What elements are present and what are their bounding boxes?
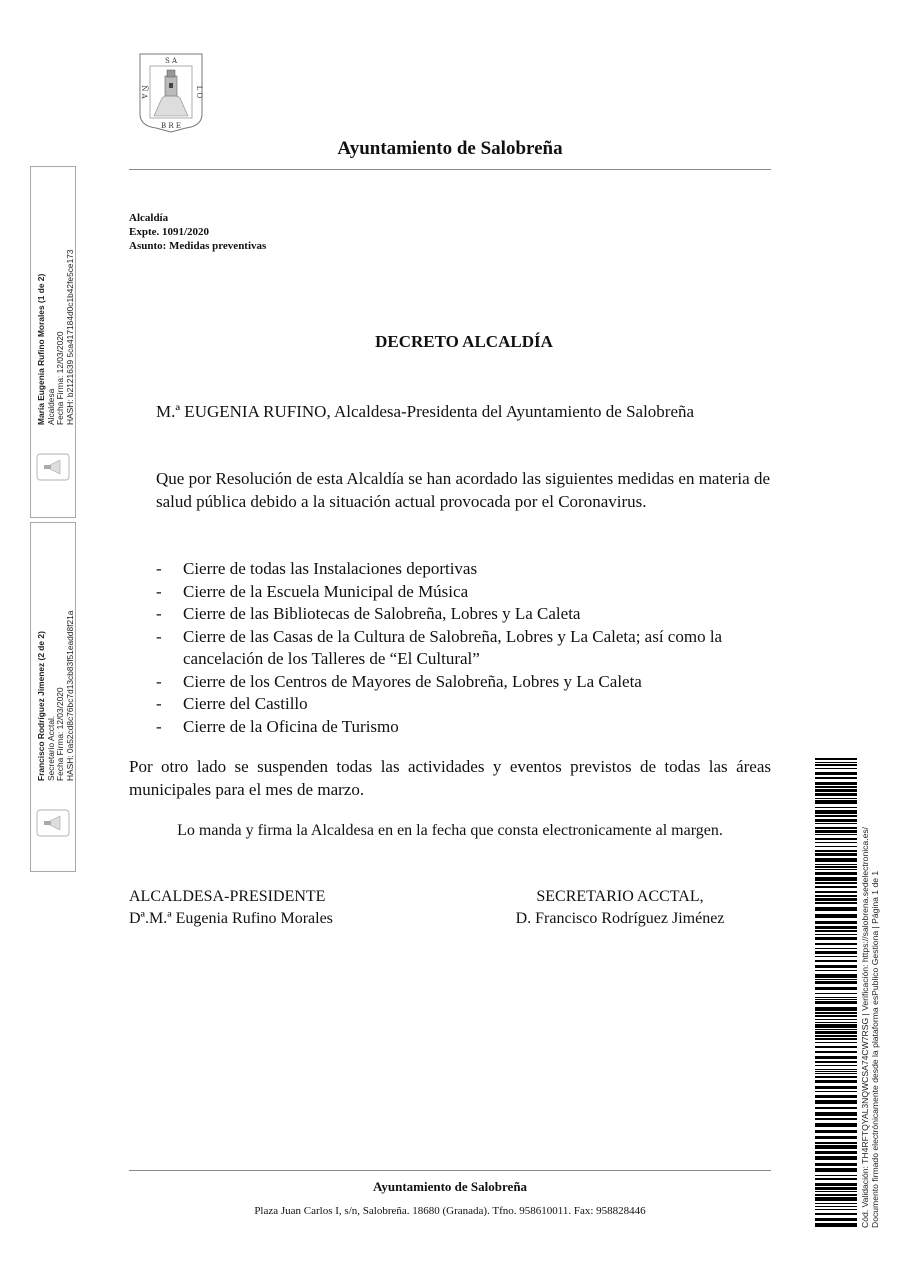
stamp-logo-icon xyxy=(36,809,70,837)
closing-statement: Lo manda y firma la Alcaldesa en en la fecha que consta electronicamente al margen. xyxy=(177,822,723,839)
footer-address: Plaza Juan Carlos I, s/n, Salobreña. 18680 (Granada). Tfno. 958610011. Fax: 958828446 xyxy=(254,1205,646,1217)
list-item: - Cierre de las Casas de la Cultura de Salobreña, Lobres y La Caleta; así como la cancelación de los Talleres de “El Cultural” xyxy=(156,626,723,668)
barcode-icon xyxy=(815,758,857,1228)
subject: Asunto: Medidas preventivas xyxy=(129,240,267,252)
signature-role: SECRETARIO ACCTAL, xyxy=(536,888,704,905)
validation-text xyxy=(860,827,880,1228)
resolution-paragraph: Que por Resolución de esta Alcaldía se han acordado las siguientes medidas en materia de salud pública debido a la situación actual provocada por el Coronavirus. xyxy=(156,469,770,511)
list-item: - Cierre de la Oficina de Turismo xyxy=(156,716,399,736)
signature-mayor xyxy=(129,886,333,930)
document-title: DECRETO ALCALDÍA xyxy=(375,332,553,351)
stamp-text: Francisco Rodríguez Jimenez (2 de 2) Secretario Acctal. Fecha Firma: 12/03/2020 HASH: 0a52cd8c76bc7d13cb83f51eadd8f21a xyxy=(36,610,75,781)
svg-text:Ñ A: Ñ A xyxy=(140,85,148,99)
list-item: - Cierre de los Centros de Mayores de Salobreña, Lobres y La Caleta xyxy=(156,671,642,691)
svg-text:L O: L O xyxy=(195,85,203,99)
signature-stamp-1 xyxy=(30,166,76,518)
measures-list xyxy=(156,558,770,738)
platform-note: Documento firmado electrónicamente desde la plataforma esPublico Gestiona | Página 1 de 1 xyxy=(870,870,880,1228)
svg-text:S A: S A xyxy=(164,57,178,65)
signature-secretary xyxy=(480,886,760,930)
header-title: Ayuntamiento de Salobreña xyxy=(337,138,563,159)
validation-code: Cód. Validación: TH4RFTQYAL3NQWCSA74CW7RSG | Verificación: https://salobrena.sedelectronica.es/ xyxy=(860,826,870,1228)
signature-name: D. Francisco Rodríguez Jiménez xyxy=(515,910,725,927)
signature-role: ALCALDESA-PRESIDENTE xyxy=(129,888,326,905)
document-meta xyxy=(129,211,266,253)
stamp-text: María Eugenia Rufino Morales (1 de 2) Alcaldesa Fecha Firma: 12/03/2020 HASH: b2121639 5ca417184d0c1b42fe5ce173 xyxy=(36,249,75,425)
coat-of-arms-logo-icon xyxy=(138,52,204,134)
header-divider xyxy=(129,169,771,170)
footer-title: Ayuntamiento de Salobreña xyxy=(372,1179,528,1194)
list-item: - Cierre de las Bibliotecas de Salobreña, Lobres y La Caleta xyxy=(156,604,581,623)
svg-text:B R E: B R E xyxy=(161,122,181,130)
signature-name: Dª.M.ª Eugenia Rufino Morales xyxy=(129,910,333,927)
footer-divider xyxy=(129,1170,771,1171)
department: Alcaldía xyxy=(129,212,169,224)
list-item: - Cierre de todas las Instalaciones deportivas xyxy=(156,559,478,578)
suspension-paragraph: Por otro lado se suspenden todas las actividades y eventos previstos de todas las áreas municipales para el mes de marzo. xyxy=(129,757,771,799)
list-item: - Cierre de la Escuela Municipal de Música xyxy=(156,581,469,601)
list-item: - Cierre del Castillo xyxy=(156,694,308,713)
stamp-logo-icon xyxy=(36,453,70,481)
intro-paragraph: M.ª EUGENIA RUFINO, Alcaldesa-Presidenta del Ayuntamiento de Salobreña xyxy=(156,402,695,421)
signature-stamp-2 xyxy=(30,522,76,872)
file-number: Expte. 1091/2020 xyxy=(129,226,210,238)
